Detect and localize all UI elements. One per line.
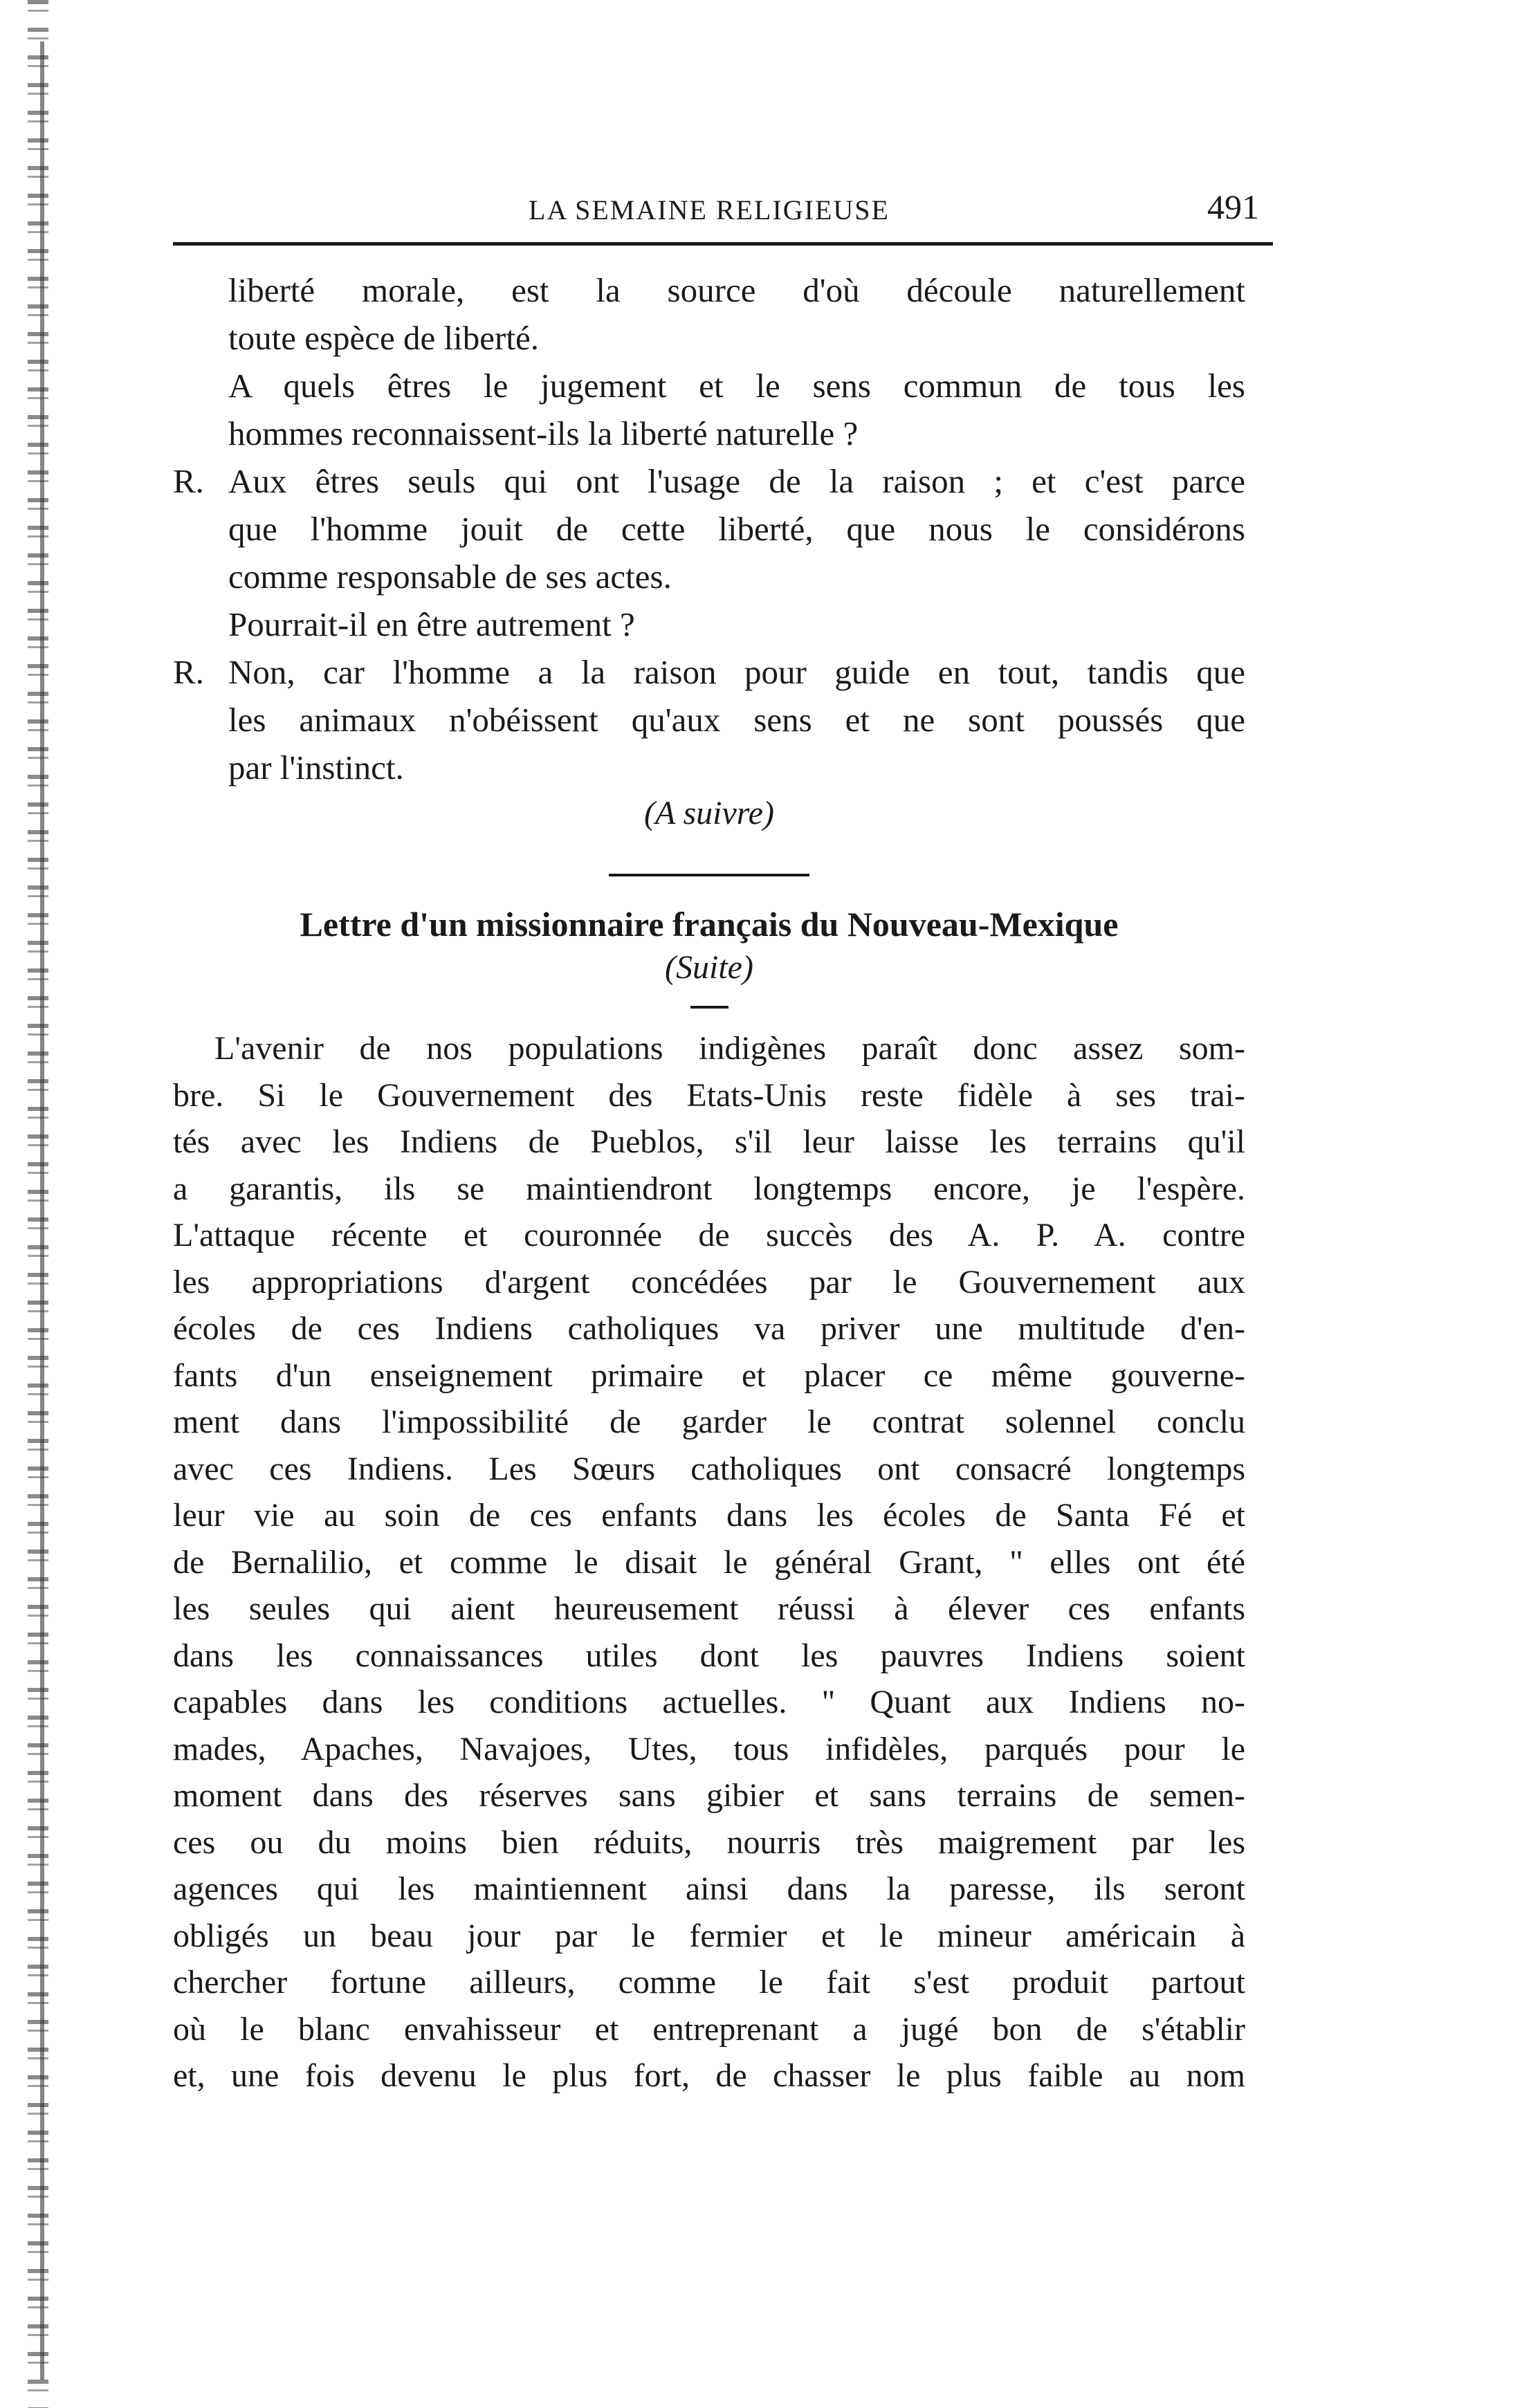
qa-answer-marker: R.: [173, 462, 204, 500]
article-line: les seules qui aient heureusement réussi à élever ces enfants: [173, 1590, 1245, 1627]
page-number: 491: [1207, 187, 1259, 226]
article-line: où le blanc envahisseur et entreprenant a jugé bon de s'établir: [173, 2010, 1245, 2048]
qa-line-text: liberté morale, est la source d'où découle naturellement: [228, 271, 1245, 309]
article-line: moment dans des réserves sans gibier et sans terrains de semen-: [173, 1777, 1245, 1814]
qa-line-text: par l'instinct.: [228, 748, 404, 787]
page-header: [173, 187, 1259, 228]
article-line: fants d'un enseignement primaire et placer ce même gouverne-: [173, 1357, 1245, 1394]
article-line: agences qui les maintiennent ainsi dans la paresse, ils seront: [173, 1871, 1245, 1907]
qa-line-text: Non, car l'homme a la raison pour guide en tout, tandis que: [228, 653, 1245, 691]
article-line: mades, Apaches, Navajoes, Utes, tous infidèles, parqués pour le: [173, 1730, 1245, 1767]
article-line: L'avenir de nos populations indigènes paraît donc assez som-: [214, 1030, 1245, 1067]
qa-line: [173, 457, 1245, 505]
article-line: avec ces Indiens. Les Sœurs catholiques ont consacré longtemps: [173, 1450, 1245, 1487]
article-line: bre. Si le Gouvernement des Etats-Unis reste fidèle à ses trai-: [173, 1076, 1245, 1114]
qa-line-text: les animaux n'obéissent qu'aux sens et ne sont poussés que: [228, 701, 1245, 739]
qa-line: [173, 314, 1245, 362]
qa-line-text: Aux êtres seuls qui ont l'usage de la raison ; et c'est parce: [228, 462, 1245, 500]
qa-line: [173, 410, 1245, 457]
page: [173, 187, 1259, 2099]
short-divider: [690, 1006, 728, 1009]
article-line: capables dans les conditions actuelles. " Quant aux Indiens no-: [173, 1684, 1245, 1720]
article-line: les appropriations d'argent concédées par le Gouvernement aux: [173, 1263, 1245, 1300]
article-line: dans les connaissances utiles dont les pauvres Indiens soient: [173, 1637, 1245, 1674]
qa-line-text: toute espèce de liberté.: [228, 319, 539, 357]
binding-margin-line: [40, 42, 44, 2380]
article-line: L'attaque récente et couronnée de succès des A. P. A. contre: [173, 1217, 1245, 1253]
catechism-section: [173, 266, 1245, 791]
article-line: a garantis, ils se maintiendront longtemps encore, je l'espère.: [173, 1170, 1245, 1207]
article-line: écoles de ces Indiens catholiques va priver une multitude d'en-: [173, 1310, 1245, 1347]
qa-line: [173, 553, 1245, 600]
qa-line: [173, 362, 1245, 410]
qa-line-text: Pourrait-il en être autrement ?: [228, 605, 635, 643]
qa-line: [173, 648, 1245, 696]
qa-line: [173, 600, 1245, 648]
article-line: de Bernalilio, et comme le disait le général Grant, " elles ont été: [173, 1543, 1245, 1581]
qa-line: [173, 744, 1245, 791]
qa-line: [173, 266, 1245, 314]
header-rule: [173, 242, 1273, 246]
qa-line-text: que l'homme jouit de cette liberté, que nous le considérons: [228, 510, 1245, 548]
qa-line-text: comme responsable de ses actes.: [228, 558, 672, 596]
qa-line: [173, 696, 1245, 744]
article-line: leur vie au soin de ces enfants dans les écoles de Santa Fé et: [173, 1497, 1245, 1534]
qa-line-text: A quels êtres le jugement et le sens commun de tous les: [228, 367, 1245, 405]
article-title: Lettre d'un missionnaire français du Nouveau-Mexique: [300, 905, 1119, 944]
article-line: et, une fois devenu le plus fort, de chasser le plus faible au nom: [173, 2057, 1245, 2094]
article-line: tés avec les Indiens de Pueblos, s'il leur laisse les terrains qu'il: [173, 1123, 1245, 1160]
qa-answer-marker: R.: [173, 653, 204, 691]
book-binding-edge: [28, 0, 48, 2408]
article-line: obligés un beau jour par le fermier et le mineur américain à: [173, 1917, 1245, 1954]
to-be-continued: (A suivre): [644, 795, 774, 831]
article-subtitle: (Suite): [665, 949, 753, 986]
section-divider: [609, 874, 809, 876]
qa-line: [173, 505, 1245, 553]
article-line: ment dans l'impossibilité de garder le contrat solennel conclu: [173, 1404, 1245, 1440]
article-line: chercher fortune ailleurs, comme le fait s'est produit partout: [173, 1964, 1245, 2001]
article-body: [173, 1025, 1245, 2099]
article-line: ces ou du moins bien réduits, nourris très maigrement par les: [173, 1823, 1245, 1861]
qa-line-text: hommes reconnaissent-ils la liberté naturelle ?: [228, 414, 859, 452]
running-title: LA SEMAINE RELIGIEUSE: [529, 194, 890, 226]
